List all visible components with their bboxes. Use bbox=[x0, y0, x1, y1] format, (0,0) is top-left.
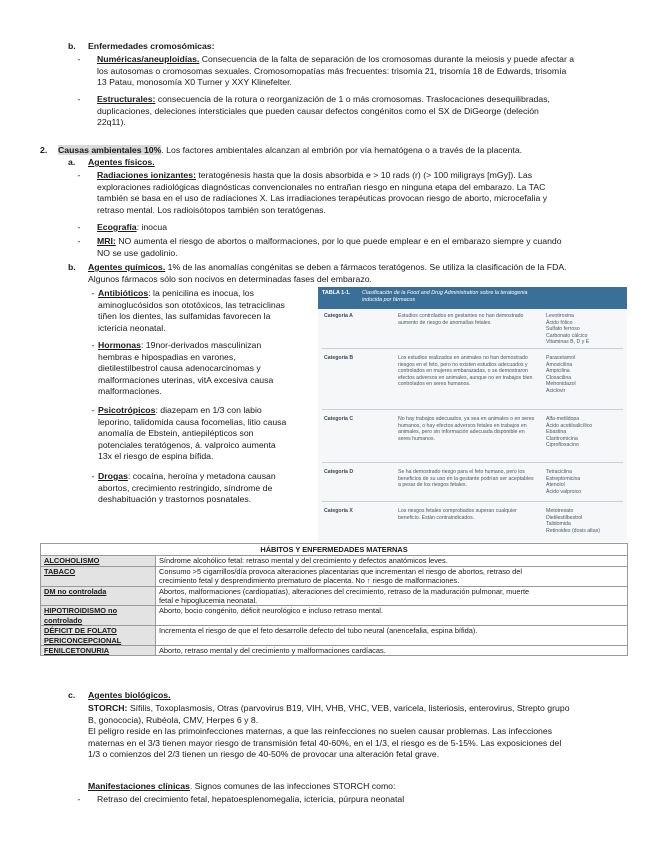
hormonas-paragraph bbox=[98, 340, 313, 398]
numericas-text-1: Consecuencia de la falta de separación de los cromosomas durante la meiosis y puede afectar a bbox=[201, 54, 575, 64]
storch-paragraph bbox=[88, 703, 628, 761]
psicotropicos-text-1: : diazepam en 1/3 con labio bbox=[155, 405, 262, 415]
bullet-dash: - bbox=[91, 288, 95, 298]
fda-title-line-2: inducida por fármacos bbox=[362, 296, 416, 303]
fda-drug: Amoxicilina bbox=[546, 361, 573, 368]
fda-drug-list bbox=[546, 508, 624, 534]
fda-drug: Tetraciclina bbox=[546, 469, 572, 475]
habits-value-line: Síndrome alcohólico fetal: retraso mental y del crecimiento y defectos anatómicos leves. bbox=[159, 556, 448, 566]
psicotropicos-text-2: leporino, talidomida causa focomelias, litio causa bbox=[98, 416, 287, 427]
fda-category: Categoría D bbox=[324, 469, 354, 475]
fda-description-line: controlados en mujeres embarazadas, o se demostraron bbox=[398, 368, 529, 375]
fda-description bbox=[398, 313, 538, 326]
bullet-dash: - bbox=[77, 794, 81, 804]
hormonas-text-1: : 19nor-derivados masculinizan bbox=[140, 340, 262, 350]
quimicos-paragraph bbox=[88, 262, 628, 274]
fda-drug: Dietilestilbestrol bbox=[546, 514, 583, 521]
habits-value bbox=[156, 556, 628, 566]
bullet-dash: - bbox=[91, 471, 95, 481]
habits-key: FENILCETONURIA bbox=[41, 646, 156, 656]
fda-drug: Aciclovir bbox=[546, 387, 566, 394]
fda-description-line: humanos, o hay efectos adversos fetales en trabajos en bbox=[398, 422, 527, 429]
bullet-dash: - bbox=[91, 405, 95, 415]
drogas-text-1: : cocaína, heroína y metadona causan bbox=[127, 471, 276, 481]
fda-drug: Levotiroxina bbox=[546, 313, 574, 319]
causas-ambientales-line bbox=[58, 145, 628, 157]
hormonas-text-4: malformaciones uterinas, vitA excesiva causa bbox=[98, 374, 274, 385]
storch-text-1: Sífilis, Toxoplasmosis, Otras (parvovirus B19, VIH, VHB, VHC, VEB, varicela, listeriosis, enterovirus, Strepto grupo bbox=[129, 703, 570, 713]
ecografia-label: Ecografía bbox=[97, 222, 137, 232]
fda-row-divider bbox=[322, 348, 623, 349]
antibioticos-label: Antibióticos bbox=[98, 288, 149, 298]
section-letter: c. bbox=[68, 690, 76, 700]
hormonas-text-2: hembras e hipospadias en varones, bbox=[98, 351, 236, 362]
fda-category: Categoría C bbox=[324, 416, 354, 422]
fda-drug: Metotrexato bbox=[546, 508, 574, 514]
fda-drug: Ácido valproico bbox=[546, 488, 582, 495]
mri-paragraph bbox=[97, 236, 627, 259]
agentes-quimicos-title: Agentes químicos. bbox=[88, 262, 166, 272]
habits-row bbox=[41, 566, 628, 586]
habits-value bbox=[156, 646, 628, 656]
fda-table-title bbox=[362, 290, 617, 303]
fda-description bbox=[398, 355, 538, 388]
fda-description-line: efectos adversos en animales, aunque no en trabajos bien bbox=[398, 374, 533, 381]
causas-ambientales-text: . Los factores ambientales alcanzan al embrión por vía hematógena o a través de la placenta. bbox=[161, 145, 523, 155]
fda-row-divider bbox=[322, 409, 623, 410]
fda-description bbox=[398, 508, 538, 521]
fda-drug: Sulfato ferroso bbox=[546, 326, 580, 333]
estructurales-text-1: consecuencia de la rotura o reorganización de 1 o más cromosomas. Traslocaciones desequilibradas, bbox=[157, 94, 550, 104]
habits-value-line: Aborto, retraso mental y del crecimiento y malformaciones cardíacas. bbox=[159, 646, 386, 656]
habits-value-line: fetal e hipoglucemia neonatal. bbox=[159, 596, 258, 606]
habits-row bbox=[41, 606, 628, 626]
fda-category: Categoría X bbox=[324, 508, 353, 514]
habits-key: DM no controlada bbox=[41, 586, 156, 606]
fda-description-line: Estudios controlados en gestantes no han demostrado bbox=[398, 313, 524, 319]
mri-text-1: NO aumenta el riesgo de abortos o malformaciones, por lo que puede emplear e en el embarazo siempre y cuando bbox=[118, 236, 562, 246]
habits-value-line: Incrementa el riesgo de que el feto desarrolle defecto del tubo neural (anencefalia, espina bífida). bbox=[159, 626, 478, 636]
fda-description-line: Los estudios realizados en animales no han demostrado bbox=[398, 355, 528, 361]
fda-description-line: animales, pero sin información adecuada disponible en bbox=[398, 429, 525, 436]
fda-drug-list bbox=[546, 416, 624, 449]
psicotropicos-text-5: 13x el riesgo de espina bífida. bbox=[98, 451, 214, 462]
fda-description bbox=[398, 416, 538, 442]
fda-category: Categoría A bbox=[324, 313, 353, 319]
storch-label: STORCH: bbox=[88, 703, 128, 713]
section-title-cromosomicas: Enfermedades cromosómicas: bbox=[88, 41, 215, 51]
habits-value bbox=[156, 606, 628, 626]
habits-value-line: Consumo >5 cigarrillos/día provoca alteraciones placentarias que incrementan el riesgo de abortos, retraso del bbox=[159, 566, 522, 576]
habits-table bbox=[40, 543, 628, 656]
fda-description-line: seres humanos. bbox=[398, 435, 435, 442]
fda-drug-list bbox=[546, 469, 624, 495]
quimicos-text-1: 1% de las anomalías congénitas se deben a fármacos teratógenos. Se utiliza la clasificación de la FDA. bbox=[167, 262, 567, 272]
fda-title-line-1: Clasificación de la Food and Drug Administration sobre la teratogenia bbox=[362, 290, 528, 296]
drogas-paragraph bbox=[98, 471, 313, 506]
fda-description-line: controlados en seres humanos. bbox=[398, 381, 471, 388]
fda-description-line: beneficios de su uso en la gestante podrían ser aceptables bbox=[398, 475, 534, 482]
ecografia-text: : inocua bbox=[136, 222, 168, 232]
habits-value-line: crecimiento fetal y desprendimiento prematuro de placenta. No ↑ riesgo de malformaciones. bbox=[159, 576, 460, 586]
antibioticos-paragraph bbox=[98, 288, 313, 334]
section-number: 2. bbox=[40, 145, 48, 155]
fda-drug: Alfa-metildopa bbox=[546, 416, 580, 422]
habits-header-row bbox=[41, 544, 628, 556]
fda-drug: Paracetamol bbox=[546, 355, 576, 361]
agentes-biologicos-title: Agentes biológicos. bbox=[88, 690, 171, 700]
fda-drug: Carbonato cálcico bbox=[546, 332, 588, 339]
estructurales-text-2: duplicaciones, deleciones intersticiales que pueden causar defectos congénitos como el SX de DiGeorge (deleción bbox=[97, 105, 539, 116]
habits-row bbox=[41, 556, 628, 566]
radiaciones-text-4: retraso mental. Los radioisótopos también son teratógenas. bbox=[97, 204, 326, 215]
bullet-dash: - bbox=[77, 236, 81, 246]
peligro-text-1: El peligro reside en las primoinfecciones maternas, a que las reinfecciones no suelen causar problemas. Las infecciones bbox=[88, 726, 553, 737]
antibioticos-text-4: ictericia neonatal. bbox=[98, 322, 166, 333]
psicotropicos-text-3: anomalía de Ebstein, antiepilépticos son bbox=[98, 428, 254, 439]
fda-drug: Vitaminas B, D y E bbox=[546, 339, 590, 346]
estructurales-text-3: 22q11). bbox=[97, 117, 126, 128]
section-letter: a. bbox=[68, 157, 76, 167]
numericas-paragraph bbox=[97, 54, 627, 89]
fda-drug: Ampicilina bbox=[546, 368, 570, 375]
section-letter: b. bbox=[68, 41, 76, 51]
psicotropicos-paragraph bbox=[98, 405, 313, 463]
fda-drug: Cloxacilina bbox=[546, 374, 572, 381]
estructurales-paragraph bbox=[97, 94, 627, 129]
fda-drug: Talidomida bbox=[546, 521, 571, 528]
quimicos-text-2: Algunos fármacos sólo son nocivos en determinadas fases del embarazo. bbox=[88, 274, 372, 284]
fda-row-divider bbox=[322, 462, 623, 463]
fda-drug: Retinoides (dosis altas) bbox=[546, 527, 600, 534]
fda-description-line: aumento de riesgo de anomalías fetales. bbox=[398, 319, 492, 326]
mri-text-2: NO se use gadolinio. bbox=[97, 247, 178, 258]
fda-drug: Ebastina bbox=[546, 429, 567, 436]
estructurales-label: Estructurales: bbox=[97, 94, 156, 104]
radiaciones-paragraph bbox=[97, 170, 627, 216]
fda-drug-list bbox=[546, 313, 624, 346]
fda-category: Categoría B bbox=[324, 355, 354, 361]
antibioticos-text-3: tiñen los dientes, las sulfamidas favorecen la bbox=[98, 311, 271, 322]
hormonas-text-5: malformaciones. bbox=[98, 386, 162, 397]
fda-description-line: Se ha demostrado riesgo para el feto humano, pero los bbox=[398, 469, 525, 475]
numericas-label: Numéricas/aneuploidías. bbox=[97, 54, 200, 64]
hormonas-label: Hormonas bbox=[98, 340, 141, 350]
numericas-text-3: 13 Patau, monosomía X0 Turner y XXY Klinefelter. bbox=[97, 77, 292, 88]
habits-key: HIPOTIROIDISMO no controlado bbox=[41, 606, 156, 626]
peligro-text-3: 1/3 o comienzos del 2/3 tienen un riesgo de 40-50% de provocar una alteración fetal grave. bbox=[88, 749, 440, 760]
bullet-dash: - bbox=[77, 222, 81, 232]
fda-description-line: riesgos en el feto, pero no existen estudios adecuados y bbox=[398, 361, 528, 368]
fda-description bbox=[398, 469, 538, 489]
radiaciones-text-2: exploraciones radiológicas diagnósticas convencionales no entrañan riesgo en ninguna etapa del embarazo. La TAC bbox=[97, 181, 546, 192]
habits-row bbox=[41, 646, 628, 656]
antibioticos-text-1: : la penicilina es inocua, los bbox=[148, 288, 254, 298]
manifestaciones-bullet-1: Retraso del crecimiento fetal, hepatoesplenomegalia, ictericia, púrpura neonatal bbox=[97, 794, 405, 804]
fda-drug: Estreptomicina bbox=[546, 475, 581, 482]
fda-drug: Claritromicina bbox=[546, 435, 578, 442]
habits-value bbox=[156, 566, 628, 586]
numericas-text-2: los autosomas o cromosomas sexuales. Cromosomopatías más frecuentes: trisomía 21, trisomía 18 de Edwards, trisomía bbox=[97, 65, 567, 76]
drogas-text-2: abortos, crecimiento restringido, síndrome de bbox=[98, 482, 273, 493]
fda-drug: Ácido fólico bbox=[546, 319, 573, 326]
ecografia-line bbox=[97, 222, 167, 234]
fda-drug: Ácido acetilsalicílico bbox=[546, 422, 593, 429]
fda-drug: Ciprofloxacino bbox=[546, 442, 579, 449]
manifestaciones-label: Manifestaciones clínicas bbox=[88, 781, 190, 791]
bullet-dash: - bbox=[91, 340, 95, 350]
habits-value-line: Abortos, malformaciones (cardiopatías), alteraciones del crecimiento, retraso de la maduración pulmonar, muerte bbox=[159, 586, 530, 596]
radiaciones-label: Radiaciones ionizantes: bbox=[97, 170, 196, 180]
section-letter: b. bbox=[68, 262, 76, 272]
hormonas-text-3: dietilestilbestrol causa adenocarcinomas y bbox=[98, 363, 261, 374]
causas-ambientales-title: Causas ambientales 10% bbox=[58, 145, 162, 155]
habits-table-title: HÁBITOS Y ENFERMEDADES MATERNAS bbox=[41, 544, 628, 556]
peligro-text-2: maternas en el 3/3 tienen mayor riesgo de transmisión fetal 40-60%, en el 1/3, el riesgo es de 5-15%. Las exposiciones del bbox=[88, 737, 562, 748]
fda-description-line: beneficio. Están contraindicados. bbox=[398, 514, 475, 521]
drogas-label: Drogas bbox=[98, 471, 128, 481]
habits-key: ALCOHOLISMO bbox=[41, 556, 156, 566]
habits-key: DÉFICIT DE FOLATO PERICONCEPCIONAL bbox=[41, 626, 156, 646]
fda-drug: Metronidazol bbox=[546, 381, 576, 388]
habits-key: TABACO bbox=[41, 566, 156, 586]
manifestaciones-text: . Signos comunes de las infecciones STORCH como: bbox=[189, 781, 396, 791]
fda-drug: Atenolol bbox=[546, 482, 565, 489]
radiaciones-text-3: también se basa en el uso de radiaciones X. Las irradiaciones terapéuticas provocan riesgo de aborto, microcefalia y bbox=[97, 193, 548, 204]
fda-table-header bbox=[318, 287, 627, 309]
agentes-fisicos-title: Agentes físicos. bbox=[88, 157, 155, 167]
habits-value bbox=[156, 586, 628, 606]
fda-drug-list bbox=[546, 355, 624, 395]
habits-row bbox=[41, 586, 628, 606]
fda-description-line: Los riesgos fetales comprobados superan cualquier bbox=[398, 508, 517, 514]
psicotropicos-text-4: potenciales teratógenos, á. valproico aumenta bbox=[98, 439, 276, 450]
fda-description-line: a pesar de los riesgos fetales. bbox=[398, 482, 467, 489]
mri-label: MRI: bbox=[97, 236, 116, 246]
manifestaciones-line bbox=[88, 781, 395, 793]
habits-value-line: Aborto, bocio congénito, déficit neurológico e incluso retraso mental. bbox=[159, 606, 383, 616]
habits-value bbox=[156, 626, 628, 646]
fda-description-line: No hay trabajos adecuados, ya sea en animales o en seres bbox=[398, 416, 535, 422]
antibioticos-text-2: aminoglucósidos son ototóxicos, las tetraciclinas bbox=[98, 299, 285, 310]
drogas-text-3: deshabituación y trastornos posnatales. bbox=[98, 494, 252, 505]
habits-row bbox=[41, 626, 628, 646]
radiaciones-text-1: teratogénesis hasta que la dosis absorbida e > 10 rads (r) (> 100 miligrays [mGy]). Las bbox=[198, 170, 533, 180]
fda-classification-table bbox=[318, 287, 627, 542]
bullet-dash: - bbox=[77, 94, 81, 104]
psicotropicos-label: Psicotrópicos bbox=[98, 405, 156, 415]
storch-text-2: B, gonococia), Rubéola, CMV, Herpes 6 y 8. bbox=[88, 714, 259, 725]
fda-table-number: TABLA 1-1. bbox=[322, 290, 351, 296]
bullet-dash: - bbox=[77, 170, 81, 180]
fda-row-divider bbox=[322, 501, 623, 502]
bullet-dash: - bbox=[77, 54, 81, 64]
